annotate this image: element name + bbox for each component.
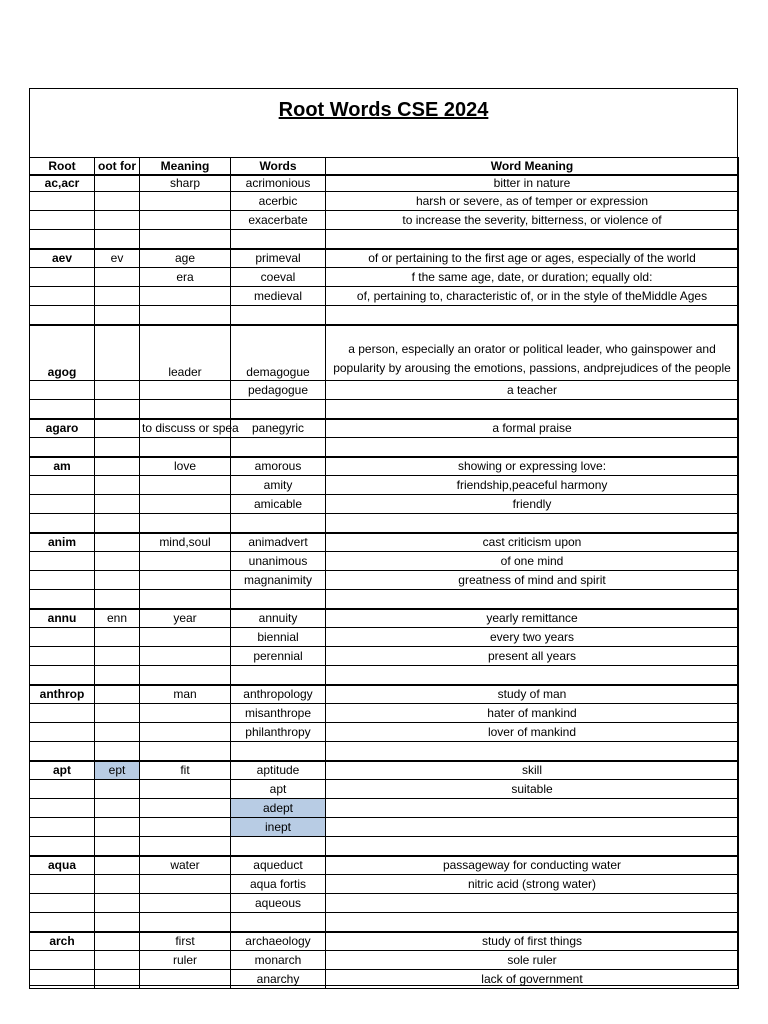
root-cell[interactable]: agaro bbox=[30, 419, 95, 438]
word-meaning-cell[interactable]: showing or expressing love: bbox=[326, 457, 739, 476]
word-meaning-cell[interactable] bbox=[326, 666, 739, 685]
root-cell[interactable] bbox=[30, 514, 95, 533]
root-alt-cell[interactable] bbox=[95, 875, 140, 894]
table-row bbox=[30, 457, 739, 476]
word-meaning-cell[interactable]: a person, especially an orator or political leader, who gainspower and popularity by arousing the emotions, passions, andprejudices of the people bbox=[326, 325, 739, 381]
word-meaning-cell[interactable]: yearly remittance bbox=[326, 609, 739, 628]
word-meaning-cell[interactable]: of one mind bbox=[326, 552, 739, 571]
root-cell[interactable] bbox=[30, 666, 95, 685]
table-row bbox=[30, 552, 739, 571]
root-cell[interactable] bbox=[30, 875, 95, 894]
word-meaning-cell[interactable]: harsh or severe, as of temper or expression bbox=[326, 192, 739, 211]
word-meaning-cell[interactable]: friendly bbox=[326, 495, 739, 514]
meaning-cell[interactable]: era bbox=[140, 268, 231, 287]
meaning-cell[interactable] bbox=[140, 837, 231, 856]
word-cell[interactable]: amorous bbox=[231, 457, 326, 476]
root-alt-cell[interactable]: ept bbox=[95, 761, 140, 780]
root-alt-cell[interactable] bbox=[95, 894, 140, 913]
root-cell[interactable] bbox=[30, 192, 95, 211]
root-alt-cell[interactable] bbox=[95, 856, 140, 875]
table-row bbox=[30, 325, 739, 381]
root-cell[interactable]: am bbox=[30, 457, 95, 476]
root-alt-cell[interactable] bbox=[95, 175, 140, 192]
root-words-table bbox=[29, 157, 739, 989]
table-row bbox=[30, 742, 739, 761]
word-cell[interactable]: acerbic bbox=[231, 192, 326, 211]
meaning-cell[interactable] bbox=[140, 666, 231, 685]
root-cell[interactable] bbox=[30, 381, 95, 400]
root-cell[interactable] bbox=[30, 287, 95, 306]
header-row bbox=[30, 158, 739, 175]
meaning-cell[interactable]: age bbox=[140, 249, 231, 268]
word-cell[interactable]: inept bbox=[231, 818, 326, 837]
root-alt-cell[interactable] bbox=[95, 666, 140, 685]
root-alt-cell[interactable] bbox=[95, 932, 140, 951]
root-alt-cell[interactable] bbox=[95, 381, 140, 400]
root-cell[interactable]: agog bbox=[30, 325, 95, 381]
root-cell[interactable]: aqua bbox=[30, 856, 95, 875]
meaning-cell[interactable] bbox=[140, 211, 231, 230]
table-row bbox=[30, 533, 739, 552]
meaning-cell[interactable] bbox=[140, 723, 231, 742]
root-cell[interactable]: apt bbox=[30, 761, 95, 780]
table-row bbox=[30, 647, 739, 666]
word-meaning-cell[interactable]: a teacher bbox=[326, 381, 739, 400]
meaning-cell[interactable] bbox=[140, 647, 231, 666]
table-row bbox=[30, 514, 739, 533]
word-meaning-cell[interactable]: cast criticism upon bbox=[326, 533, 739, 552]
root-cell[interactable] bbox=[30, 268, 95, 287]
table-row bbox=[30, 894, 739, 913]
root-cell[interactable] bbox=[30, 230, 95, 249]
word-meaning-cell[interactable]: of or pertaining to the first age or ages, especially of the world bbox=[326, 249, 739, 268]
word-cell[interactable]: aqueduct bbox=[231, 856, 326, 875]
root-cell[interactable] bbox=[30, 970, 95, 989]
word-meaning-cell[interactable]: lover of mankind bbox=[326, 723, 739, 742]
table-row bbox=[30, 932, 739, 951]
table-row bbox=[30, 211, 739, 230]
word-cell[interactable]: animadvert bbox=[231, 533, 326, 552]
word-cell[interactable] bbox=[231, 742, 326, 761]
root-alt-cell[interactable] bbox=[95, 552, 140, 571]
word-meaning-cell[interactable] bbox=[326, 799, 739, 818]
table-row bbox=[30, 628, 739, 647]
word-meaning-cell[interactable]: skill bbox=[326, 761, 739, 780]
table-row bbox=[30, 287, 739, 306]
root-alt-cell[interactable] bbox=[95, 590, 140, 609]
table-row bbox=[30, 268, 739, 287]
root-cell[interactable] bbox=[30, 476, 95, 495]
word-meaning-cell[interactable]: of, pertaining to, characteristic of, or in the style of theMiddle Ages bbox=[326, 287, 739, 306]
table-row bbox=[30, 571, 739, 590]
word-meaning-cell[interactable]: sole ruler bbox=[326, 951, 739, 970]
header-word-meaning[interactable]: Word Meaning bbox=[326, 158, 739, 175]
meaning-cell[interactable] bbox=[140, 438, 231, 457]
table-row bbox=[30, 495, 739, 514]
meaning-cell[interactable]: love bbox=[140, 457, 231, 476]
root-alt-cell[interactable] bbox=[95, 192, 140, 211]
word-cell[interactable] bbox=[231, 230, 326, 249]
meaning-cell[interactable] bbox=[140, 628, 231, 647]
meaning-cell[interactable] bbox=[140, 381, 231, 400]
root-alt-cell[interactable] bbox=[95, 514, 140, 533]
word-meaning-cell[interactable]: study of man bbox=[326, 685, 739, 704]
meaning-cell[interactable] bbox=[140, 780, 231, 799]
root-alt-cell[interactable] bbox=[95, 325, 140, 381]
table-row bbox=[30, 192, 739, 211]
table-row bbox=[30, 400, 739, 419]
header-root[interactable]: Root bbox=[30, 158, 95, 175]
root-alt-cell[interactable] bbox=[95, 742, 140, 761]
root-cell[interactable] bbox=[30, 913, 95, 932]
word-meaning-cell[interactable] bbox=[326, 438, 739, 457]
word-cell[interactable]: exacerbate bbox=[231, 211, 326, 230]
root-alt-cell[interactable] bbox=[95, 685, 140, 704]
root-cell[interactable] bbox=[30, 628, 95, 647]
table-row bbox=[30, 780, 739, 799]
root-alt-cell[interactable] bbox=[95, 211, 140, 230]
table-row bbox=[30, 704, 739, 723]
table-row bbox=[30, 438, 739, 457]
word-cell[interactable] bbox=[231, 837, 326, 856]
meaning-cell[interactable]: mind,soul bbox=[140, 533, 231, 552]
meaning-cell[interactable]: fit bbox=[140, 761, 231, 780]
root-alt-cell[interactable] bbox=[95, 647, 140, 666]
word-cell[interactable]: philanthropy bbox=[231, 723, 326, 742]
table-row bbox=[30, 230, 739, 249]
word-cell[interactable]: aqua fortis bbox=[231, 875, 326, 894]
meaning-cell[interactable] bbox=[140, 913, 231, 932]
meaning-cell[interactable]: leader bbox=[140, 325, 231, 381]
root-cell[interactable] bbox=[30, 552, 95, 571]
word-meaning-cell[interactable] bbox=[326, 894, 739, 913]
spreadsheet-sheet bbox=[29, 88, 738, 986]
table-row bbox=[30, 951, 739, 970]
table-row bbox=[30, 306, 739, 325]
root-alt-cell[interactable] bbox=[95, 970, 140, 989]
word-meaning-cell[interactable] bbox=[326, 306, 739, 325]
meaning-cell[interactable]: man bbox=[140, 685, 231, 704]
root-alt-cell[interactable] bbox=[95, 951, 140, 970]
word-cell[interactable]: monarch bbox=[231, 951, 326, 970]
word-meaning-cell[interactable]: hater of mankind bbox=[326, 704, 739, 723]
word-cell[interactable]: misanthrope bbox=[231, 704, 326, 723]
word-cell[interactable]: apt bbox=[231, 780, 326, 799]
word-cell[interactable] bbox=[231, 913, 326, 932]
word-cell[interactable] bbox=[231, 514, 326, 533]
header-meaning[interactable]: Meaning bbox=[140, 158, 231, 175]
root-cell[interactable] bbox=[30, 742, 95, 761]
word-cell[interactable]: amity bbox=[231, 476, 326, 495]
root-cell[interactable] bbox=[30, 211, 95, 230]
table-row bbox=[30, 685, 739, 704]
root-cell[interactable] bbox=[30, 780, 95, 799]
root-cell[interactable]: anim bbox=[30, 533, 95, 552]
root-alt-cell[interactable]: ev bbox=[95, 249, 140, 268]
meaning-cell[interactable] bbox=[140, 590, 231, 609]
word-cell[interactable]: anarchy bbox=[231, 970, 326, 989]
table-row bbox=[30, 590, 739, 609]
root-cell[interactable] bbox=[30, 647, 95, 666]
root-alt-cell[interactable] bbox=[95, 419, 140, 438]
root-alt-cell[interactable] bbox=[95, 268, 140, 287]
word-cell[interactable]: magnanimity bbox=[231, 571, 326, 590]
word-cell[interactable]: aqueous bbox=[231, 894, 326, 913]
word-cell[interactable]: amicable bbox=[231, 495, 326, 514]
word-cell[interactable]: archaeology bbox=[231, 932, 326, 951]
table-row bbox=[30, 799, 739, 818]
word-cell[interactable]: biennial bbox=[231, 628, 326, 647]
meaning-cell[interactable]: year bbox=[140, 609, 231, 628]
header-words[interactable]: Words bbox=[231, 158, 326, 175]
root-cell[interactable] bbox=[30, 818, 95, 837]
word-meaning-cell[interactable]: friendship,peaceful harmony bbox=[326, 476, 739, 495]
root-alt-cell[interactable] bbox=[95, 723, 140, 742]
root-cell[interactable]: arch bbox=[30, 932, 95, 951]
table-row bbox=[30, 249, 739, 268]
root-cell[interactable] bbox=[30, 799, 95, 818]
word-cell[interactable]: panegyric bbox=[231, 419, 326, 438]
word-cell[interactable]: acrimonious bbox=[231, 175, 326, 192]
word-meaning-cell[interactable] bbox=[326, 230, 739, 249]
meaning-cell[interactable] bbox=[140, 287, 231, 306]
root-alt-cell[interactable] bbox=[95, 533, 140, 552]
word-meaning-cell[interactable]: a formal praise bbox=[326, 419, 739, 438]
root-alt-cell[interactable] bbox=[95, 400, 140, 419]
root-cell[interactable] bbox=[30, 306, 95, 325]
meaning-cell[interactable]: water bbox=[140, 856, 231, 875]
root-alt-cell[interactable]: enn bbox=[95, 609, 140, 628]
table-row bbox=[30, 609, 739, 628]
meaning-cell[interactable] bbox=[140, 742, 231, 761]
word-meaning-cell[interactable] bbox=[326, 514, 739, 533]
table-row bbox=[30, 837, 739, 856]
root-cell[interactable] bbox=[30, 495, 95, 514]
table-row bbox=[30, 175, 739, 192]
word-cell[interactable]: aptitude bbox=[231, 761, 326, 780]
word-cell[interactable] bbox=[231, 400, 326, 419]
root-alt-cell[interactable] bbox=[95, 704, 140, 723]
root-alt-cell[interactable] bbox=[95, 457, 140, 476]
word-meaning-cell[interactable] bbox=[326, 837, 739, 856]
meaning-cell[interactable] bbox=[140, 476, 231, 495]
word-meaning-cell[interactable] bbox=[326, 590, 739, 609]
word-meaning-cell[interactable] bbox=[326, 913, 739, 932]
meaning-cell[interactable]: first bbox=[140, 932, 231, 951]
root-cell[interactable] bbox=[30, 590, 95, 609]
word-cell[interactable] bbox=[231, 666, 326, 685]
meaning-cell[interactable] bbox=[140, 400, 231, 419]
word-cell[interactable]: anthropology bbox=[231, 685, 326, 704]
word-cell[interactable] bbox=[231, 306, 326, 325]
table-row bbox=[30, 818, 739, 837]
table-row bbox=[30, 970, 739, 989]
header-root-alt[interactable]: oot for bbox=[95, 158, 140, 175]
word-cell[interactable] bbox=[231, 438, 326, 457]
meaning-cell[interactable] bbox=[140, 552, 231, 571]
word-meaning-cell[interactable]: suitable bbox=[326, 780, 739, 799]
word-cell[interactable]: perennial bbox=[231, 647, 326, 666]
word-cell[interactable]: pedagogue bbox=[231, 381, 326, 400]
root-alt-cell[interactable] bbox=[95, 495, 140, 514]
word-meaning-cell[interactable]: every two years bbox=[326, 628, 739, 647]
word-meaning-cell[interactable]: greatness of mind and spirit bbox=[326, 571, 739, 590]
table-row bbox=[30, 381, 739, 400]
root-cell[interactable]: aev bbox=[30, 249, 95, 268]
root-alt-cell[interactable] bbox=[95, 438, 140, 457]
root-alt-cell[interactable] bbox=[95, 799, 140, 818]
word-meaning-cell[interactable] bbox=[326, 818, 739, 837]
root-cell[interactable] bbox=[30, 723, 95, 742]
meaning-cell[interactable]: to discuss or spea bbox=[140, 419, 231, 438]
root-alt-cell[interactable] bbox=[95, 780, 140, 799]
root-cell[interactable] bbox=[30, 571, 95, 590]
word-meaning-cell[interactable]: nitric acid (strong water) bbox=[326, 875, 739, 894]
table-row bbox=[30, 723, 739, 742]
word-meaning-cell[interactable] bbox=[326, 742, 739, 761]
meaning-cell[interactable] bbox=[140, 495, 231, 514]
root-cell[interactable]: ac,acr bbox=[30, 175, 95, 192]
root-cell[interactable]: anthrop bbox=[30, 685, 95, 704]
table-row bbox=[30, 913, 739, 932]
sheet-title: Root Words CSE 2024 bbox=[278, 99, 489, 121]
meaning-cell[interactable] bbox=[140, 818, 231, 837]
meaning-cell[interactable] bbox=[140, 571, 231, 590]
word-meaning-cell[interactable]: f the same age, date, or duration; equally old: bbox=[326, 268, 739, 287]
word-meaning-cell[interactable]: present all years bbox=[326, 647, 739, 666]
meaning-cell[interactable] bbox=[140, 192, 231, 211]
root-alt-cell[interactable] bbox=[95, 628, 140, 647]
word-cell[interactable] bbox=[231, 590, 326, 609]
root-alt-cell[interactable] bbox=[95, 913, 140, 932]
word-meaning-cell[interactable]: bitter in nature bbox=[326, 175, 739, 192]
meaning-cell[interactable] bbox=[140, 306, 231, 325]
meaning-cell[interactable] bbox=[140, 875, 231, 894]
word-cell[interactable]: adept bbox=[231, 799, 326, 818]
word-cell[interactable]: primeval bbox=[231, 249, 326, 268]
root-cell[interactable]: annu bbox=[30, 609, 95, 628]
word-cell[interactable]: medieval bbox=[231, 287, 326, 306]
meaning-cell[interactable]: sharp bbox=[140, 175, 231, 192]
meaning-cell[interactable] bbox=[140, 230, 231, 249]
word-cell[interactable]: unanimous bbox=[231, 552, 326, 571]
word-cell[interactable]: coeval bbox=[231, 268, 326, 287]
root-alt-cell[interactable] bbox=[95, 571, 140, 590]
root-alt-cell[interactable] bbox=[95, 837, 140, 856]
word-meaning-cell[interactable]: study of first things bbox=[326, 932, 739, 951]
root-cell[interactable] bbox=[30, 704, 95, 723]
word-cell[interactable]: demagogue bbox=[231, 325, 326, 381]
table-row bbox=[30, 476, 739, 495]
word-cell[interactable]: annuity bbox=[231, 609, 326, 628]
table-row bbox=[30, 875, 739, 894]
word-meaning-cell[interactable]: passageway for conducting water bbox=[326, 856, 739, 875]
root-alt-cell[interactable] bbox=[95, 476, 140, 495]
root-cell[interactable] bbox=[30, 837, 95, 856]
meaning-cell[interactable] bbox=[140, 514, 231, 533]
word-meaning-cell[interactable]: to increase the severity, bitterness, or violence of bbox=[326, 211, 739, 230]
root-cell[interactable] bbox=[30, 438, 95, 457]
meaning-cell[interactable]: ruler bbox=[140, 951, 231, 970]
root-alt-cell[interactable] bbox=[95, 306, 140, 325]
meaning-cell[interactable] bbox=[140, 799, 231, 818]
meaning-cell[interactable] bbox=[140, 970, 231, 989]
meaning-cell[interactable] bbox=[140, 704, 231, 723]
table-row bbox=[30, 419, 739, 438]
root-cell[interactable] bbox=[30, 400, 95, 419]
root-cell[interactable] bbox=[30, 894, 95, 913]
table-row bbox=[30, 666, 739, 685]
table-row bbox=[30, 761, 739, 780]
word-meaning-cell[interactable] bbox=[326, 400, 739, 419]
root-cell[interactable] bbox=[30, 951, 95, 970]
root-alt-cell[interactable] bbox=[95, 818, 140, 837]
root-alt-cell[interactable] bbox=[95, 287, 140, 306]
table-row bbox=[30, 856, 739, 875]
word-meaning-cell[interactable]: lack of government bbox=[326, 970, 739, 989]
root-alt-cell[interactable] bbox=[95, 230, 140, 249]
meaning-cell[interactable] bbox=[140, 894, 231, 913]
